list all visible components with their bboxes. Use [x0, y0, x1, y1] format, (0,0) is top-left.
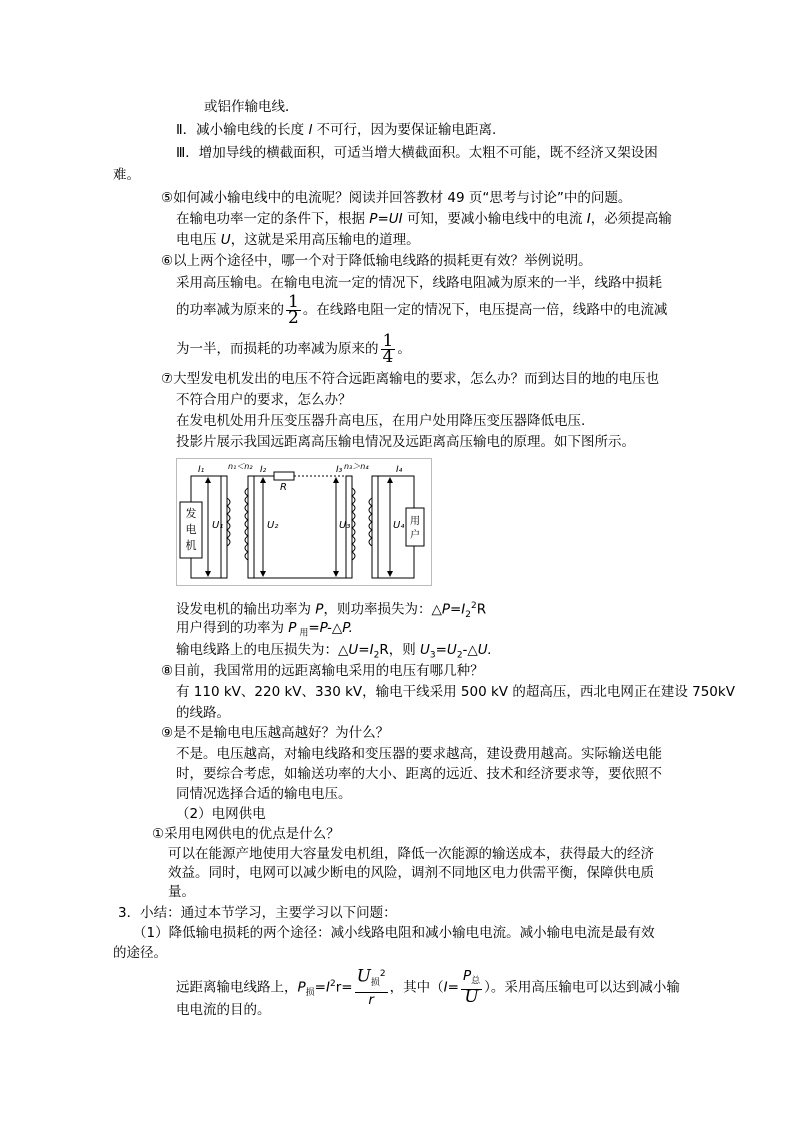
wire: [378, 546, 414, 578]
variable: P: [462, 967, 472, 984]
text: 3．小结：通过本节学习，主要学习以下问题：: [118, 905, 397, 921]
text: 可知，要减小输电线中的电流: [402, 211, 587, 227]
summary-point-1: [133, 924, 655, 942]
text: ①采用电网供电的优点是什么？: [152, 826, 340, 842]
arrow-head: [260, 571, 266, 577]
arrow-head: [333, 477, 339, 483]
text: 有 110 kV、220 kV、330 kV，输电干线采用 500 kV 的超高压，西北电网正在建设 750kV: [176, 684, 735, 700]
question-grid-advantage: [152, 825, 340, 843]
answer-9-line1: [176, 745, 662, 763]
wire: [378, 476, 414, 508]
formula: U: [419, 642, 430, 658]
text: （1）降低输电损耗的两个途径：减小线路电阻和减小输电电流。减小输电电流是最有效: [133, 925, 655, 941]
arrow-head: [333, 571, 339, 577]
answer-8-line2: [176, 704, 230, 722]
text: 的途径。: [113, 945, 167, 961]
formula: U=I: [348, 642, 374, 658]
text: 同情况选择合适的输电电压。: [176, 786, 352, 802]
text: 电电压: [176, 232, 221, 248]
text: ）。采用高压输电可以达到减小输: [484, 979, 680, 996]
text: 采用高压输电。在输电电流一定的情况下，线路电阻减为原来的一半，线路中损耗: [176, 275, 662, 291]
label-r: R: [280, 482, 287, 493]
variable: P: [297, 979, 306, 996]
arrow-head: [205, 571, 211, 577]
text: 时，要综合考虑，如输送功率的大小、距离的远近、技术和经济要求等，要依照不: [176, 766, 662, 782]
label-n3-n4: n₃＞n₄: [344, 462, 369, 471]
answer-7b: [176, 433, 635, 451]
variable: U: [356, 966, 371, 987]
subscript: 损: [370, 978, 380, 989]
fraction-quarter: [381, 330, 396, 367]
text-line: [113, 166, 140, 184]
text: ⑤如何减小输电线中的电流呢？阅读并回答教材 49 页“思考与讨论”中的问题。: [161, 190, 632, 206]
section-heading-grid: [176, 805, 266, 823]
question-6: [161, 252, 592, 270]
subscript: 2: [456, 650, 463, 661]
answer-8-line1: [176, 683, 735, 701]
loss-formula-line-cont: [176, 1001, 271, 1019]
text: 用户得到的功率为: [176, 620, 289, 636]
text: 远距离输电线路上，: [176, 979, 298, 996]
question-5: [161, 189, 631, 207]
text: 不是。电压越高，对输电线路和变压器的要求越高，建设费用越高。实际输送电能: [176, 746, 662, 762]
secondary-coil: [369, 498, 372, 546]
subscript: 3: [429, 650, 436, 661]
label-u2: U₂: [267, 520, 279, 531]
formula: P=UI: [369, 211, 403, 227]
text: 难。: [113, 167, 140, 183]
variable: U: [220, 232, 231, 248]
numerator: 1: [382, 330, 394, 351]
text: 的线路。: [176, 705, 230, 721]
question-9: [161, 724, 389, 742]
fraction-p-over-u: [461, 969, 482, 1007]
label-i1: I₁: [198, 465, 205, 475]
label-u4: U₄: [393, 520, 405, 531]
formula: I=: [443, 979, 459, 996]
text-line: [176, 121, 496, 139]
text: 或铝作输电线．: [204, 99, 299, 115]
transformer-core-right: [248, 476, 254, 578]
text: 为一半，而损耗的功率减为原来的: [176, 341, 379, 357]
label-u1: U₁: [212, 520, 224, 531]
text: ，这就是采用高压输电的道理。: [230, 232, 420, 248]
transmission-circuit-diagram: [176, 458, 432, 586]
subscript: 用: [296, 628, 309, 639]
text: 设发电机的输出功率为: [176, 601, 316, 618]
summary-heading: [118, 904, 397, 922]
text: R: [476, 601, 487, 618]
fraction-half: [286, 291, 301, 328]
text: 电电流的目的。: [176, 1002, 271, 1018]
text: 的功率减为原来的: [176, 302, 284, 318]
text: 。在线路电阻一定的情况下，电压提高一倍，线路中的电流减: [302, 302, 668, 318]
generator-char: 机: [185, 539, 197, 552]
arrow-head: [205, 477, 211, 483]
subscript: 损: [305, 988, 315, 999]
label-i3: I₃: [336, 465, 343, 475]
text: （2）电网供电: [176, 806, 266, 822]
variable: U: [464, 987, 479, 1008]
text: ，必须提高输: [590, 211, 672, 227]
label-u3: U₃: [339, 520, 351, 531]
answer-grid-line1: [168, 845, 654, 863]
formula: =I: [314, 979, 330, 996]
generator-char: 发: [185, 507, 197, 520]
arrow-head: [260, 477, 266, 483]
arrow-head: [387, 571, 393, 577]
text: Ⅱ．减小输电线的长度: [176, 122, 309, 138]
text: ⑦大型发电机发出的电压不符合远距离输电的要求，怎么办？而到达目的地的电压也: [161, 371, 660, 387]
user-char: 用: [410, 516, 420, 527]
superscript: 2: [329, 979, 336, 989]
answer-9-line3: [176, 785, 352, 803]
answer-grid-line2: [168, 864, 654, 882]
question-7-line1: [161, 370, 659, 388]
superscript: 2: [379, 969, 386, 980]
variable: P: [315, 601, 324, 618]
variable: P: [288, 620, 297, 636]
answer-7: [176, 412, 585, 430]
text-line: [176, 144, 658, 162]
numerator: 1: [288, 291, 299, 312]
answer-6-line3: [176, 331, 411, 367]
label-n1-n2: n₁＜n₂: [228, 462, 253, 471]
fraction-u-squared-over-r: [355, 967, 388, 1007]
text: 量。: [168, 884, 195, 900]
arrow-head: [387, 477, 393, 483]
subscript: 总: [471, 976, 481, 987]
text: Ⅲ．增加导线的横截面积，可适当增大横截面积。太粗不可能，既不经济又架设困: [176, 145, 658, 161]
variable: I: [586, 211, 591, 227]
answer-5-line2: [176, 231, 420, 249]
text: 不可行，因为要保证输电距离.: [312, 122, 497, 138]
text-line: [204, 98, 299, 116]
text: 。: [397, 341, 411, 357]
text: 在发电机处用升压变压器升高电压，在用户处用降压变压器降低电压.: [176, 413, 586, 429]
text: 输电线路上的电压损失为：△: [176, 642, 349, 658]
question-8: [161, 662, 484, 680]
answer-6-line1: [176, 274, 662, 292]
text: ⑥以上两个途径中，哪一个对于降低输电线路的损耗更有效？举例说明。: [161, 253, 592, 269]
user-char: 户: [410, 530, 420, 541]
transformer-core-right: [372, 476, 378, 578]
formula: =P-△P.: [308, 620, 353, 636]
subscript: 2: [465, 610, 472, 621]
user-power-line: [176, 619, 353, 643]
formula: =U: [435, 642, 457, 658]
text: 可以在能源产地使用大容量发电机组，降低一次能源的输送成本，获得最大的经济: [168, 846, 654, 862]
label-i4: I₄: [396, 465, 403, 475]
answer-9-line2: [176, 765, 662, 783]
question-7-line2: [176, 391, 352, 409]
text: ，则功率损失为：△: [323, 601, 442, 618]
label-i2: I₂: [260, 465, 267, 475]
answer-6-line2: [176, 292, 667, 328]
answer-5-line1: [176, 210, 672, 228]
text: 效益。同时，电网可以减少断电的风险，调剂不同地区电力供需平衡，保障供电质: [168, 865, 654, 881]
answer-grid-line3: [168, 883, 195, 901]
formula: P=I: [441, 601, 466, 618]
primary-coil: [227, 498, 230, 546]
subscript: 2: [373, 650, 380, 661]
text: 不符合用户的要求，怎么办？: [176, 392, 352, 408]
variable: r: [368, 991, 374, 1008]
resistor-r: [274, 472, 294, 480]
superscript: 2: [471, 601, 477, 611]
text: 在输电功率一定的条件下，根据: [176, 211, 370, 227]
text: ⑧目前，我国常用的远距离输电采用的电压有哪几种？: [161, 663, 484, 679]
denominator: 4: [382, 346, 394, 367]
text: r=: [335, 979, 353, 996]
text: ⑨是不是输电电压越高越好？为什么？: [161, 725, 390, 741]
generator-char: 电: [185, 523, 197, 536]
formula: -△U.: [462, 642, 492, 658]
denominator: 2: [288, 307, 299, 328]
text: ，其中（: [389, 979, 444, 996]
variable: l: [308, 122, 313, 138]
text: R，则: [379, 642, 420, 658]
summary-point-1-cont: [113, 944, 167, 962]
text: 投影片展示我国远距离高压输电情况及远距离高压输电的原理。如下图所示。: [176, 434, 635, 450]
